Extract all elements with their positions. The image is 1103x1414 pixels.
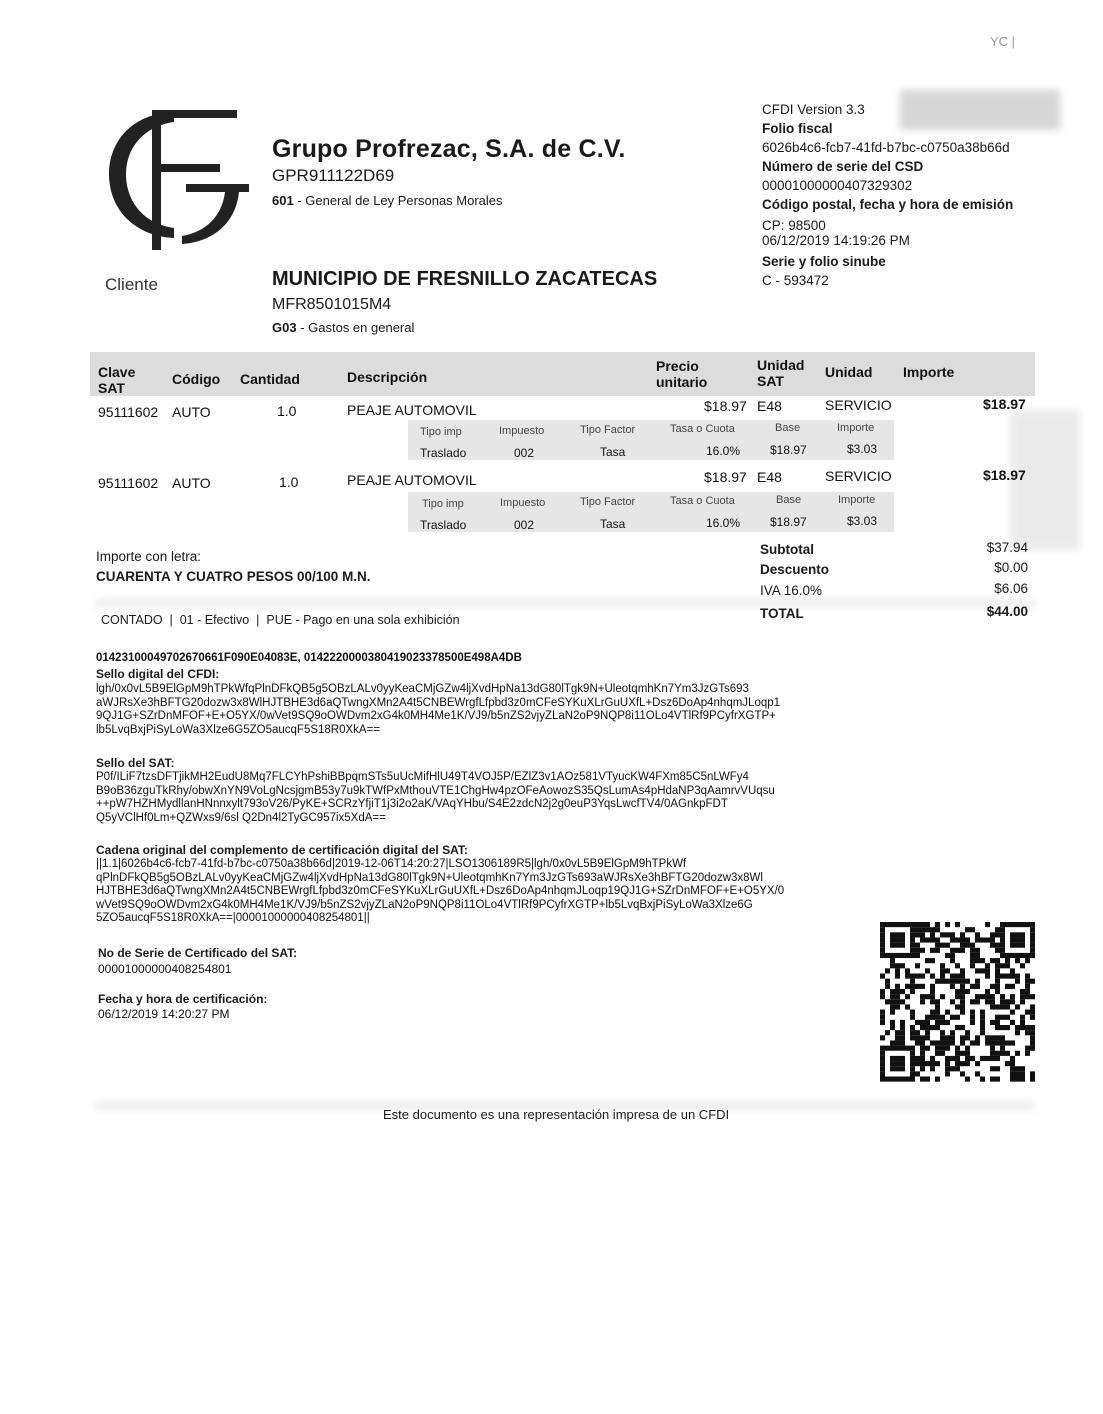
seal-line: 5ZO5aucqF5S18R0XkA==|00001000000408254801|| xyxy=(96,912,370,924)
amount-words-label: Importe con letra: xyxy=(96,549,202,564)
tax-header: Impuesto xyxy=(500,497,546,509)
folio-fiscal-value: 6026b4c6-fcb7-41fd-b7bc-c0750a38b66d xyxy=(762,140,1010,155)
th-importe: Importe xyxy=(903,364,955,380)
seal-line: P0f/ILiF7tzsDFTjikMH2EudU8Mq7FLCYhPshiBBpqmSTs5uUcMifHlU49T4VOJ5P/EZlZ3v1AOz581VTyucKW4FXm85C5nLWFy4 xyxy=(96,771,749,783)
cert-date-value: 06/12/2019 14:20:27 PM xyxy=(98,1007,230,1021)
descuento-label: Descuento xyxy=(760,562,830,577)
client-use-code: G03 xyxy=(272,320,297,335)
tax-header: Tipo Factor xyxy=(580,424,636,436)
cfdi-version: CFDI Version 3.3 xyxy=(762,102,865,117)
cadena-original-label: Cadena original del complemento de certificación digital del SAT: xyxy=(96,843,468,857)
th-clave-sat: Clave SAT xyxy=(98,364,136,396)
th-unidad: Unidad xyxy=(825,364,873,380)
company-logo xyxy=(104,104,254,254)
issuer-regime-code: 601 xyxy=(272,193,294,208)
payment-separator: | xyxy=(169,613,173,627)
tax-subtable xyxy=(408,492,894,532)
th-unidad-sat: Unidad SAT xyxy=(757,357,805,389)
th-codigo: Código xyxy=(172,371,221,387)
subtotal-label: Subtotal xyxy=(760,542,814,557)
serie-value: C - 593472 xyxy=(762,273,829,288)
sat-cert-value: 00001000000408254801 xyxy=(98,962,232,976)
seal-line: ||1.1|6026b4c6-fcb7-41fd-b7bc-c0750a38b66d|2019-12-06T14:20:27|LSO1306189R5|lgh/0x0vL5B9ElGpM9hTPkWf xyxy=(96,858,687,870)
cell-precio: $18.97 xyxy=(704,398,747,414)
cell-codigo: AUTO xyxy=(172,475,211,491)
cell-codigo: AUTO xyxy=(172,404,211,420)
subtotal-value: $37.94 xyxy=(986,540,1028,555)
tax-header: Impuesto xyxy=(499,425,545,437)
tax-header: Tasa o Cuota xyxy=(670,423,735,435)
tax-subtable xyxy=(408,420,894,460)
client-label: Cliente xyxy=(105,275,158,294)
cell-importe: $18.97 xyxy=(983,396,1026,412)
seal-line: Q5yVClHf0Lm+QZWxs9/6sl Q2Dn4l2TyGC957ix5XdA== xyxy=(96,811,386,824)
payment-form-code: 01 xyxy=(179,613,194,627)
seal-line: lgh/0x0vL5B9ElGpM9hTPkWfqPlnDFkQB5g5OBzLALv0yyKeaCMjGZw4ljXvdHpNa13dG80lTgk9N+UleotqmhKn7Ym3JzGTs693 xyxy=(96,683,749,695)
issuer-rfc: GPR911122D69 xyxy=(272,166,395,185)
tax-importe: $3.03 xyxy=(847,442,878,456)
cert-date-label: Fecha y hora de certificación: xyxy=(98,992,268,1006)
payment-type: CONTADO xyxy=(101,613,163,627)
tax-header: Tipo imp xyxy=(420,426,462,438)
tax-header: Base xyxy=(776,494,802,506)
timbre-ids: 01423100049702670661F090E04083E, 0142220000380419023378500E498A4DB xyxy=(96,652,522,664)
seal-line: ++pW7HZHMydllanHNnnxylt793oV26/PyKE+SCRzYfjiT1j3i2o2aK/VAqYHbu/S4E2zdcN2j2g0euP3YqsLwcfTV4/0AGnkpFDT xyxy=(96,798,728,810)
client-rfc: MFR8501015M4 xyxy=(272,296,392,313)
client-use-desc: - Gastos en general xyxy=(296,320,415,335)
sello-cfdi-label: Sello digital del CFDI: xyxy=(96,667,220,681)
tax-header: Tasa o Cuota xyxy=(670,495,735,507)
footer-note: Este documento es una representación impresa de un CFDI xyxy=(383,1107,730,1122)
sello-sat-label: Sello del SAT: xyxy=(96,756,175,770)
qr-code-graphic xyxy=(880,922,1035,1082)
cell-clave: 95111602 xyxy=(98,404,159,420)
issuer-name: Grupo Profrezac, S.A. de C.V. xyxy=(272,135,626,163)
tax-importe: $3.03 xyxy=(847,514,878,528)
cadena-original-text xyxy=(96,858,784,926)
csd-label: Número de serie del CSD xyxy=(762,159,924,174)
descuento-value: $0.00 xyxy=(994,560,1028,575)
folio-fiscal-label: Folio fiscal xyxy=(762,121,833,136)
tax-tasa: 16.0% xyxy=(706,444,741,458)
issuer-regime xyxy=(272,193,503,208)
cell-unidad-sat: E48 xyxy=(757,398,782,414)
tax-factor: Tasa xyxy=(600,445,626,459)
cell-cantidad: 1.0 xyxy=(277,403,297,419)
payment-method-desc: - Pago en una sola exhibición xyxy=(292,613,460,627)
seal-line: 9QJ1G+SZrDnMFOF+E+O5YX/0wVet9SQ9oOWDvm2xG4k0MH4Me1K/VJ9/b5nZS2vjyZLaN2oP9NQP8i11OLo4VTlRf9PCyfrXGTP+ xyxy=(96,710,776,722)
tax-header: Base xyxy=(775,422,801,434)
seal-line: B9oB36zguTkRhy/obwXnYN9VoLgNcsjgmB53y7u9kTWfPxMthouVTE1ChgHw4pzOFeAowozS35QsLumAs4pHdaNP3qAamrvVUqsu xyxy=(96,784,775,797)
qr-code xyxy=(880,922,1035,1082)
client-name: MUNICIPIO DE FRESNILLO ZACATECAS xyxy=(272,268,658,290)
cell-unidad-sat: E48 xyxy=(757,469,782,485)
cell-cantidad: 1.0 xyxy=(279,474,299,490)
payment-separator: | xyxy=(256,613,260,627)
payment-info xyxy=(101,613,460,627)
serie-label: Serie y folio sinube xyxy=(762,254,886,269)
cell-descripcion: PEAJE AUTOMOVIL xyxy=(347,402,477,418)
tax-impuesto: 002 xyxy=(514,518,535,532)
corner-mark: YC | xyxy=(990,34,1016,49)
emission-label: Código postal, fecha y hora de emisión xyxy=(762,197,1014,212)
payment-method-code: PUE xyxy=(266,613,293,627)
tax-header: Importe xyxy=(838,494,876,506)
issuer-regime-desc: - General de Ley Personas Morales xyxy=(293,193,503,208)
cfdi-info xyxy=(762,100,1062,290)
tax-header: Importe xyxy=(837,422,875,434)
tax-header: Tipo Factor xyxy=(580,496,636,508)
emission-datetime: 06/12/2019 14:19:26 PM xyxy=(762,233,910,248)
tax-factor: Tasa xyxy=(600,517,626,531)
tax-tipo: Traslado xyxy=(420,518,467,532)
concepts-table-header xyxy=(90,352,1035,396)
sat-cert-label: No de Serie de Certificado del SAT: xyxy=(98,946,298,960)
iva-label: IVA 16.0% xyxy=(760,583,823,598)
th-precio-unitario: Precio unitario xyxy=(656,358,708,390)
total-value: $44.00 xyxy=(986,604,1028,619)
sello-cfdi-text xyxy=(96,683,780,737)
amount-words: CUARENTA Y CUATRO PESOS 00/100 M.N. xyxy=(96,569,371,584)
payment-form-desc: - Efectivo xyxy=(193,613,250,627)
tax-header: Tipo imp xyxy=(422,498,464,510)
seal-line: lb5LvqBxjPiSyLoWa3Xlze6G5ZO5aucqF5S18R0XkA== xyxy=(96,723,381,736)
emission-cp: CP: 98500 xyxy=(762,218,826,233)
th-cantidad: Cantidad xyxy=(240,371,300,387)
seal-line: HJTBHE3d6aQTwngXMn2A4t5CNBEWrgfLfpbd3z0mCFeSYKuXLrGuUXfL+Dsz6DoAp4nhqmJLoqp19QJ1G+SZrDnMFOF+E+O5YX/0 xyxy=(96,885,785,897)
tax-base: $18.97 xyxy=(770,443,807,457)
cell-clave: 95111602 xyxy=(98,475,159,491)
tax-tasa: 16.0% xyxy=(706,516,741,530)
client-cfdi-use xyxy=(272,320,414,335)
iva-value: $6.06 xyxy=(994,581,1028,596)
cell-unidad: SERVICIO xyxy=(825,468,892,484)
sello-sat-text xyxy=(96,771,775,825)
tax-impuesto: 002 xyxy=(514,446,535,460)
cell-importe: $18.97 xyxy=(983,467,1026,483)
cell-unidad: SERVICIO xyxy=(825,397,892,413)
cell-descripcion: PEAJE AUTOMOVIL xyxy=(347,472,477,488)
tax-tipo: Traslado xyxy=(420,446,467,460)
cell-precio: $18.97 xyxy=(704,469,747,485)
seal-line: qPlnDFkQB5g5OBzLALv0yyKeaCMjGZw4ljXvdHpNa13dG80lTgk9N+UleotqmhKn7Ym3JzGTs693aWJRsXe3hBFTG20dozw3x8Wl xyxy=(96,871,763,884)
seal-line: wVet9SQ9oOWDvm2xG4k0MH4Me1K/VJ9/b5nZS2vjyZLaN2oP9NQP8i11OLo4VTlRf9PCyfrXGTP+lb5LvqBxjPiSyLoWa3Xlze6G xyxy=(96,898,753,911)
scan-artifact xyxy=(95,600,1035,606)
tax-base: $18.97 xyxy=(770,515,807,529)
total-label: TOTAL xyxy=(760,606,804,621)
csd-value: 00001000000407329302 xyxy=(762,178,913,193)
seal-line: aWJRsXe3hBFTG20dozw3x8WlHJTBHE3d6aQTwngXMn2A4t5CNBEWrgfLfpbd3z0mCFeSYKuXLrGuUXfL+Dsz6DoAp4nhqmJLoqp1 xyxy=(96,696,781,709)
th-descripcion: Descripción xyxy=(347,369,428,385)
